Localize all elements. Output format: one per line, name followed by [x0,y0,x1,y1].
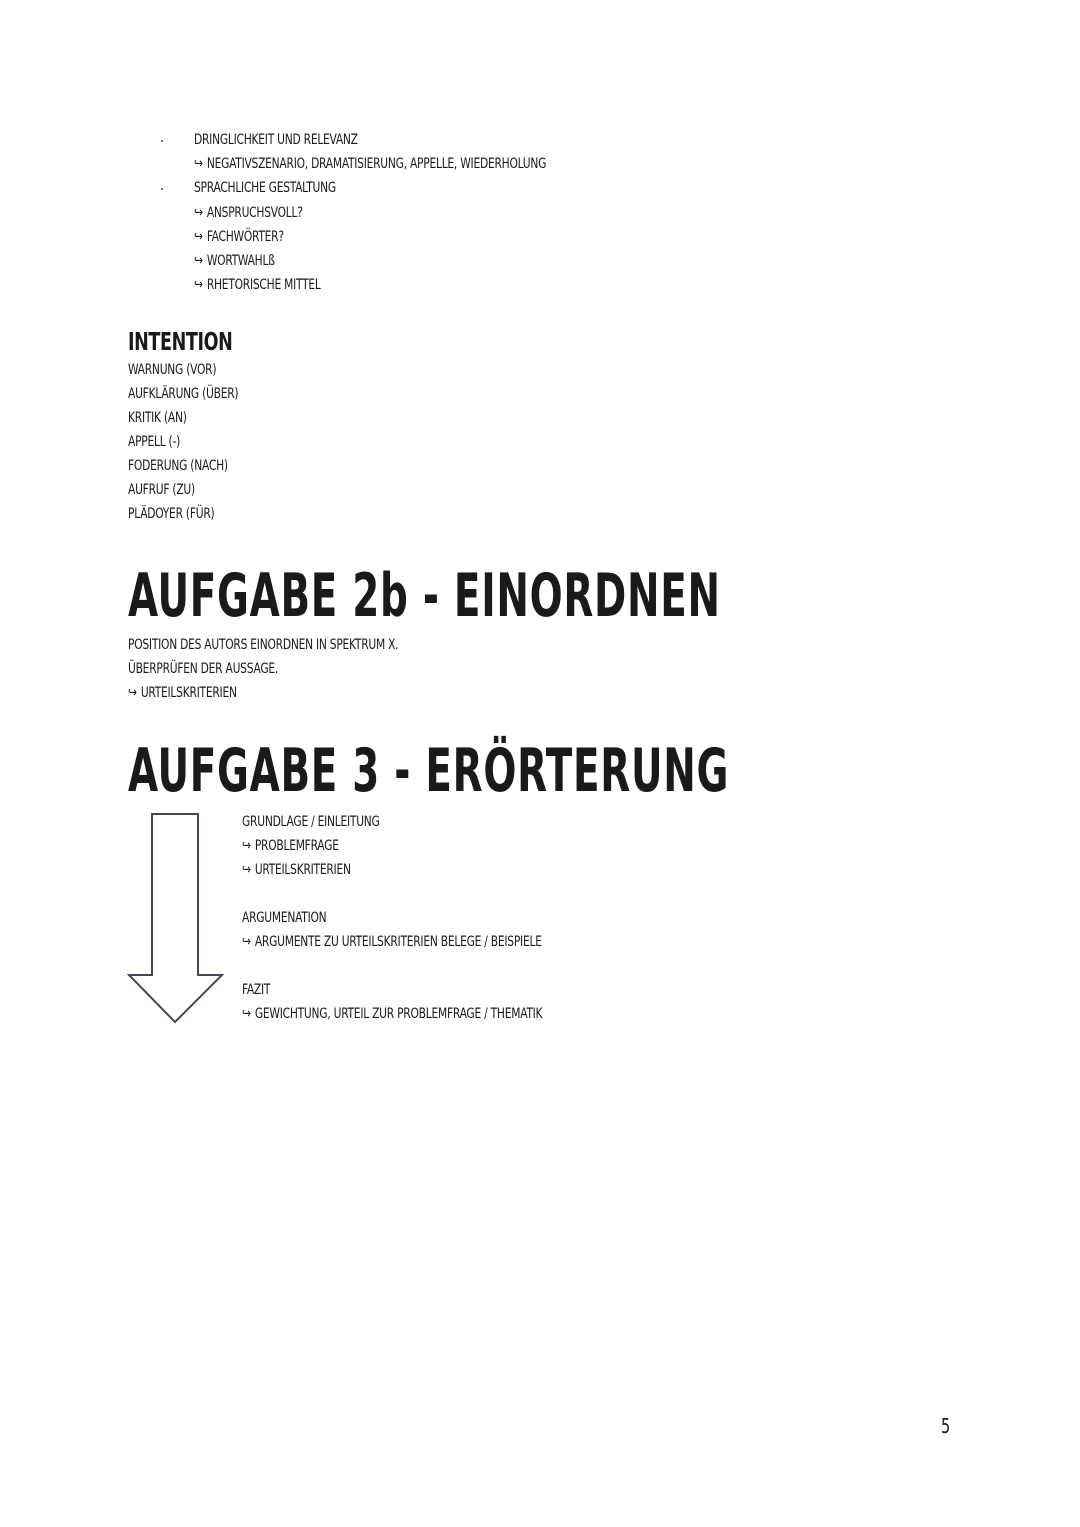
hook-arrow-icon: ↪ [242,838,251,854]
sub-item: ↪ FACHWÖRTER? [194,229,284,245]
hook-arrow-icon: ↪ [242,934,251,950]
hook-arrow-icon: ↪ [242,1006,251,1022]
sub-item: ↪ GEWICHTUNG, URTEIL ZUR PROBLEMFRAGE / THEMATIK [242,1006,543,1022]
sub-item: ↪ URTEILSKRITERIEN [242,862,351,878]
sub-item: ↪ ARGUMENTE ZU URTEILSKRITERIEN BELEGE / BEISPIELE [242,934,542,950]
hook-arrow-icon: ↪ [194,205,203,221]
bullet-title-sprachliche-gestaltung: SPRACHLICHE GESTALTUNG [194,180,336,196]
intention-item: AUFKLÄRUNG (ÜBER) [128,386,239,402]
page-number: 5 [941,1414,951,1438]
down-arrow-icon [126,812,226,1027]
aufgabe-3-heading: AUFGABE 3 - ERÖRTERUNG [128,736,730,806]
sub-item: ↪ RHETORISCHE MITTEL [194,277,321,293]
hook-arrow-icon: ↪ [194,253,203,269]
hook-arrow-icon: ↪ [194,156,203,172]
section-title-grundlage: GRUNDLAGE / EINLEITUNG [242,814,380,830]
aufgabe-2b-line: ÜBERPRÜFEN DER AUSSAGE. [128,661,279,677]
hook-arrow-icon: ↪ [194,277,203,293]
hook-arrow-icon: ↪ [242,862,251,878]
sub-item: ↪ NEGATIVSZENARIO, DRAMATISIERUNG, APPELLE, WIEDERHOLUNG [194,156,547,172]
hook-arrow-icon: ↪ [128,685,137,701]
sub-item: ↪ WORTWAHLß [194,253,275,269]
sub-item: ↪ ANSPRUCHSVOLL? [194,205,303,221]
aufgabe-2b-line: POSITION DES AUTORS EINORDNEN IN SPEKTRUM X. [128,637,399,653]
section-title-fazit: FAZIT [242,982,271,998]
bullet-dot: · [160,182,164,198]
intention-item: WARNUNG (VOR) [128,362,217,378]
intention-heading: INTENTION [128,327,233,356]
intention-item: APPELL (-) [128,434,181,450]
section-title-argumentation: ARGUMENATION [242,910,327,926]
sub-item: ↪ URTEILSKRITERIEN [128,685,237,701]
intention-item: KRITIK (AN) [128,410,187,426]
bullet-dot: · [160,134,164,150]
sub-item: ↪ PROBLEMFRAGE [242,838,339,854]
aufgabe-2b-heading: AUFGABE 2b - EINORDNEN [128,561,721,631]
intention-item: PLÄDOYER (FÜR) [128,506,215,522]
hook-arrow-icon: ↪ [194,229,203,245]
bullet-title-dringlichkeit: DRINGLICHKEIT UND RELEVANZ [194,132,358,148]
intention-item: AUFRUF (ZU) [128,482,195,498]
intention-item: FODERUNG (NACH) [128,458,228,474]
